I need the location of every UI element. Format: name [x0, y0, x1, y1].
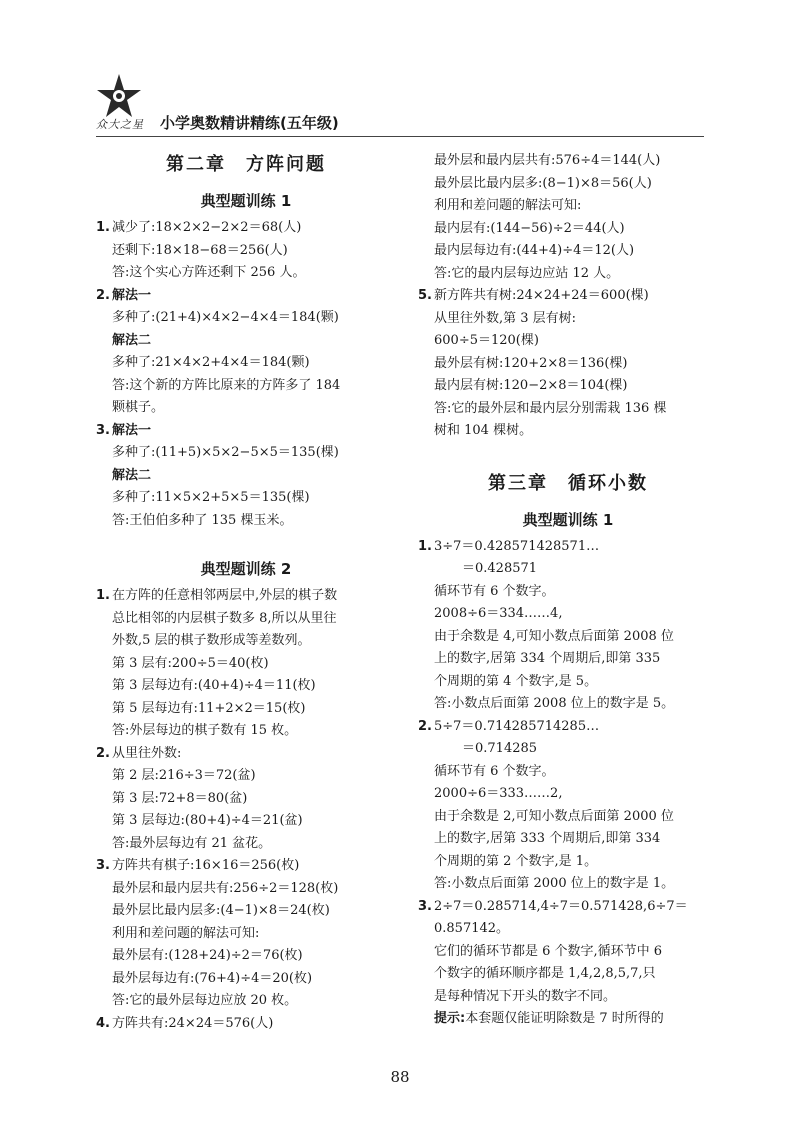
problem-2-5 [418, 285, 718, 443]
left-column [96, 150, 396, 1035]
book-title: 小学奥数精讲精练(五年级) [160, 114, 339, 132]
answer-line: 上的数字,居第 334 个周期后,即第 335 [434, 651, 661, 666]
problem-number: 2. [418, 718, 432, 734]
answer-line: 本套题仅能证明除数是 7 时所得的 [465, 1011, 664, 1026]
problem-1 [96, 217, 396, 285]
problem-number: 3. [96, 422, 110, 438]
answer-line: ＝0.428571 [462, 561, 538, 576]
answer-line: 答:它的最外层每边应放 20 枚。 [112, 993, 298, 1008]
answer-line: 最外层比最内层多:(4−1)×8＝24(枚) [112, 903, 330, 918]
answer-line: 最内层有:(144−56)÷2＝44(人) [434, 220, 625, 236]
answer-line: 总比相邻的内层棋子数多 8,所以从里往 [112, 610, 337, 626]
problem-number: 1. [96, 588, 110, 603]
answer-line: 是每种情况下开头的数字不同。 [434, 988, 617, 1004]
answer-line: 树和 104 棵树。 [434, 423, 533, 438]
logo-caption: 众大之星 [96, 118, 144, 131]
problem-2-4-continued [418, 150, 718, 285]
method-label: 解法二 [112, 467, 152, 483]
section-training-2: 典型题训练 2 [200, 560, 292, 578]
answer-line: 多种了:(21+4)×4×2−4×4＝184(颗) [112, 310, 339, 325]
answer-line: 方阵共有棋子:16×16＝256(枚) [112, 858, 300, 873]
answer-line: 方阵共有:24×24＝576(人) [112, 1015, 274, 1031]
method-label: 解法二 [112, 332, 152, 348]
answer-line: 答:它的最外层和最内层分别需栽 136 棵 [434, 400, 667, 416]
problem-number: 3. [418, 898, 432, 914]
answer-line: 600÷5＝120(棵) [434, 333, 539, 348]
method-label: 解法一 [112, 422, 152, 438]
answer-line: 答:它的最内层每边应站 12 人。 [434, 265, 620, 281]
answer-line: 答:小数点后面第 2008 位上的数字是 5。 [434, 696, 675, 711]
answer-line: 第 5 层每边有:11+2×2＝15(枚) [112, 700, 306, 716]
answer-line: 答:这个新的方阵比原来的方阵多了 184 [112, 377, 341, 393]
answer-line: 2008÷6＝334……4, [434, 606, 563, 621]
answer-line: 第 3 层有:200÷5＝40(枚) [112, 655, 269, 671]
answer-line: 由于余数是 4,可知小数点后面第 2008 位 [434, 628, 674, 644]
answer-line: 最外层比最内层多:(8−1)×8＝56(人) [434, 175, 652, 191]
answer-line: 减少了:18×2×2−2×2＝68(人) [112, 220, 302, 235]
answer-line: 第 3 层每边有:(40+4)÷4＝11(枚) [112, 678, 316, 693]
answer-line: 2000÷6＝333……2, [434, 786, 563, 801]
answer-line: 第 2 层:216÷3＝72(盆) [112, 768, 256, 783]
answer-line: 多种了:11×5×2+5×5＝135(棵) [112, 490, 310, 505]
answer-line: 2÷7＝0.285714,4÷7＝0.571428,6÷7＝ [434, 898, 688, 914]
answer-line: 利用和差问题的解法可知: [112, 925, 260, 941]
page-number: 88 [390, 1068, 410, 1086]
answer-line: 循环节有 6 个数字。 [434, 583, 555, 599]
answer-line: 最内层每边有:(44+4)÷4＝12(人) [434, 243, 635, 258]
answer-line: 答:王伯伯多种了 135 棵玉米。 [112, 512, 293, 528]
answer-line: 多种了:21×4×2+4×4＝184(颗) [112, 355, 310, 370]
chapter-2-title: 第二章 方阵问题 [166, 154, 326, 175]
problem-number: 1. [96, 220, 110, 235]
answer-line: 循环节有 6 个数字。 [434, 763, 555, 779]
header-divider [96, 136, 704, 137]
star-logo-icon [95, 72, 143, 120]
problem-3-2 [418, 716, 718, 896]
problem-3-1 [418, 536, 718, 716]
problem-3 [96, 420, 396, 533]
answer-line: 第 3 层每边:(80+4)÷4＝21(盆) [112, 813, 303, 828]
chapter-3-title: 第三章 循环小数 [488, 472, 648, 494]
answer-line: 个数字的循环顺序都是 1,4,2,8,5,7,只 [434, 966, 656, 981]
answer-line: 答:这个实心方阵还剩下 256 人。 [112, 265, 306, 280]
answer-line: 最外层有树:120+2×8＝136(棵) [434, 355, 628, 371]
answer-line: 0.857142。 [434, 921, 510, 936]
answer-line: 它们的循环节都是 6 个数字,循环节中 6 [434, 943, 663, 959]
answer-line: 多种了:(11+5)×5×2−5×5＝135(棵) [112, 445, 339, 460]
right-column [418, 150, 718, 1031]
answer-line: 答:外层每边的棋子数有 15 枚。 [112, 723, 298, 738]
answer-line: 最内层有树:120−2×8＝104(棵) [434, 378, 628, 393]
answer-line: 上的数字,居第 333 个周期后,即第 334 [434, 831, 661, 846]
problem-3-3 [418, 896, 718, 1031]
answer-line: 从里往外数,第 3 层有树: [434, 310, 577, 326]
answer-line: 新方阵共有树:24×24+24＝600(棵) [434, 288, 649, 303]
problem-2-1 [96, 585, 396, 743]
hint-label: 提示: [434, 1011, 466, 1026]
answer-line: ＝0.714285 [462, 741, 538, 756]
answer-line: 还剩下:18×18−68＝256(人) [112, 242, 288, 258]
problem-number: 5. [418, 288, 432, 303]
answer-line: 个周期的第 4 个数字,是 5。 [434, 673, 598, 689]
answer-line: 由于余数是 2,可知小数点后面第 2000 位 [434, 808, 674, 824]
answer-line: 颗棋子。 [112, 400, 165, 415]
problem-2-2 [96, 743, 396, 856]
problem-2-3 [96, 855, 396, 1013]
problem-2-4 [96, 1013, 396, 1036]
answer-line: 从里往外数: [112, 745, 182, 761]
answer-line: 外数,5 层的棋子数形成等差数列。 [112, 633, 311, 648]
answer-line: 第 3 层:72+8＝80(盆) [112, 790, 248, 806]
answer-line: 在方阵的任意相邻两层中,外层的棋子数 [112, 588, 338, 603]
answer-line: 利用和差问题的解法可知: [434, 198, 582, 213]
answer-line: 5÷7＝0.714285714285… [434, 718, 600, 734]
problem-number: 4. [96, 1015, 110, 1031]
problem-number: 1. [418, 538, 432, 554]
answer-line: 最外层有:(128+24)÷2＝76(枚) [112, 948, 303, 963]
section-training-1-ch3: 典型题训练 1 [522, 510, 614, 529]
method-label: 解法一 [112, 287, 152, 303]
problem-number: 2. [96, 745, 110, 761]
answer-line: 最外层每边有:(76+4)÷4＝20(枚) [112, 970, 313, 986]
answer-line: 3÷7＝0.428571428571… [434, 538, 600, 554]
section-training-1: 典型题训练 1 [200, 192, 292, 210]
answer-line: 最外层和最内层共有:576÷4＝144(人) [434, 153, 661, 168]
answer-line: 答:小数点后面第 2000 位上的数字是 1。 [434, 876, 675, 891]
answer-line: 答:最外层每边有 21 盆花。 [112, 835, 272, 851]
problem-number: 2. [96, 287, 110, 303]
problem-number: 3. [96, 858, 110, 873]
problem-2 [96, 285, 396, 420]
answer-line: 个周期的第 2 个数字,是 1。 [434, 853, 598, 869]
answer-line: 最外层和最内层共有:256÷2＝128(枚) [112, 880, 339, 896]
